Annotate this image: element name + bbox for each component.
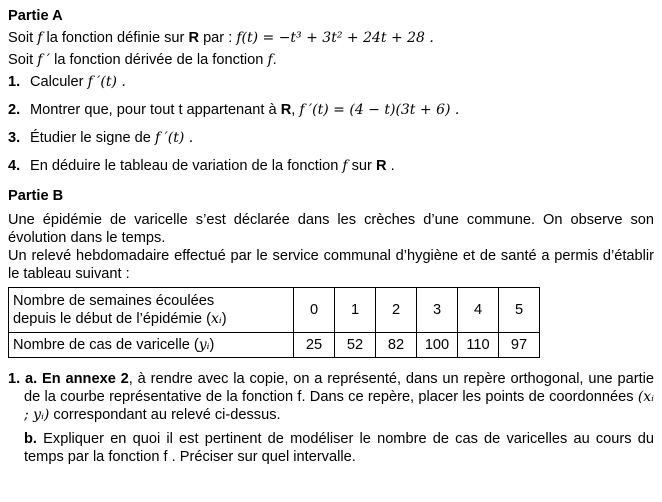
partie-a-title: Partie A: [8, 8, 63, 24]
partie-a-derivative-intro: Soit f ′ la fonction dérivée de la fonction f.: [8, 52, 277, 68]
question-a4: 4. En déduire le tableau de variation de la fonction f sur R .: [8, 158, 395, 174]
table-cell: 0: [294, 288, 335, 333]
question-a2: 2. Montrer que, pour tout t appartenant à R, f ′(t) = (4 − t)(3t + 6) .: [8, 102, 460, 118]
question-a3: 3. Étudier le signe de f ′(t) .: [8, 130, 194, 146]
data-table: [8, 287, 540, 358]
table-row: [9, 333, 540, 358]
table-cell: 3: [417, 288, 458, 333]
question-b1a: 1. a. En annexe 2, à rendre avec la copie, on a représenté, dans un repère orthogonal, une partie de la courbe représentative de la fonction f. Dans ce repère, placer les points de coordonnées (xᵢ ; yᵢ) correspondant au relevé ci-dessus.: [8, 371, 655, 423]
table-cell: 82: [376, 333, 417, 358]
partie-a-intro: Soit f la fonction définie sur R par : f(t) = −t³ + 3t² + 24t + 28 .: [8, 30, 434, 46]
table-cell: 1: [335, 288, 376, 333]
table-cell: 5: [499, 288, 540, 333]
partie-b-paragraph-2: Un relevé hebdomadaire effectué par le service communal d’hygiène et de santé a permis d’établir le tableau suivant :: [8, 248, 654, 282]
table-cell: 4: [458, 288, 499, 333]
row-label-weeks: Nombre de semaines écoulées depuis le début de l’épidémie (xᵢ): [9, 288, 294, 333]
row-label-cases: Nombre de cas de varicelle (yᵢ): [9, 333, 294, 358]
question-a1: 1. Calculer f ′(t) .: [8, 74, 126, 90]
table-cell: 110: [458, 333, 499, 358]
table-cell: 52: [335, 333, 376, 358]
question-b1b: b. Expliquer en quoi il est pertinent de modéliser le nombre de cas de varicelles au cours du temps par la fonction f . Préciser sur quel intervalle.: [24, 431, 654, 465]
table-row: [9, 288, 540, 333]
table-cell: 25: [294, 333, 335, 358]
exercise-page: [8, 5, 654, 466]
table-cell: 97: [499, 333, 540, 358]
table-cell: 100: [417, 333, 458, 358]
partie-b-title: Partie B: [8, 188, 64, 204]
table-cell: 2: [376, 288, 417, 333]
function-expression: f(t) = −t³ + 3t² + 24t + 28 .: [236, 30, 434, 46]
partie-b-paragraph-1: Une épidémie de varicelle s’est déclarée dans les crèches d’une commune. On observe son évolution dans le temps.: [8, 212, 654, 246]
